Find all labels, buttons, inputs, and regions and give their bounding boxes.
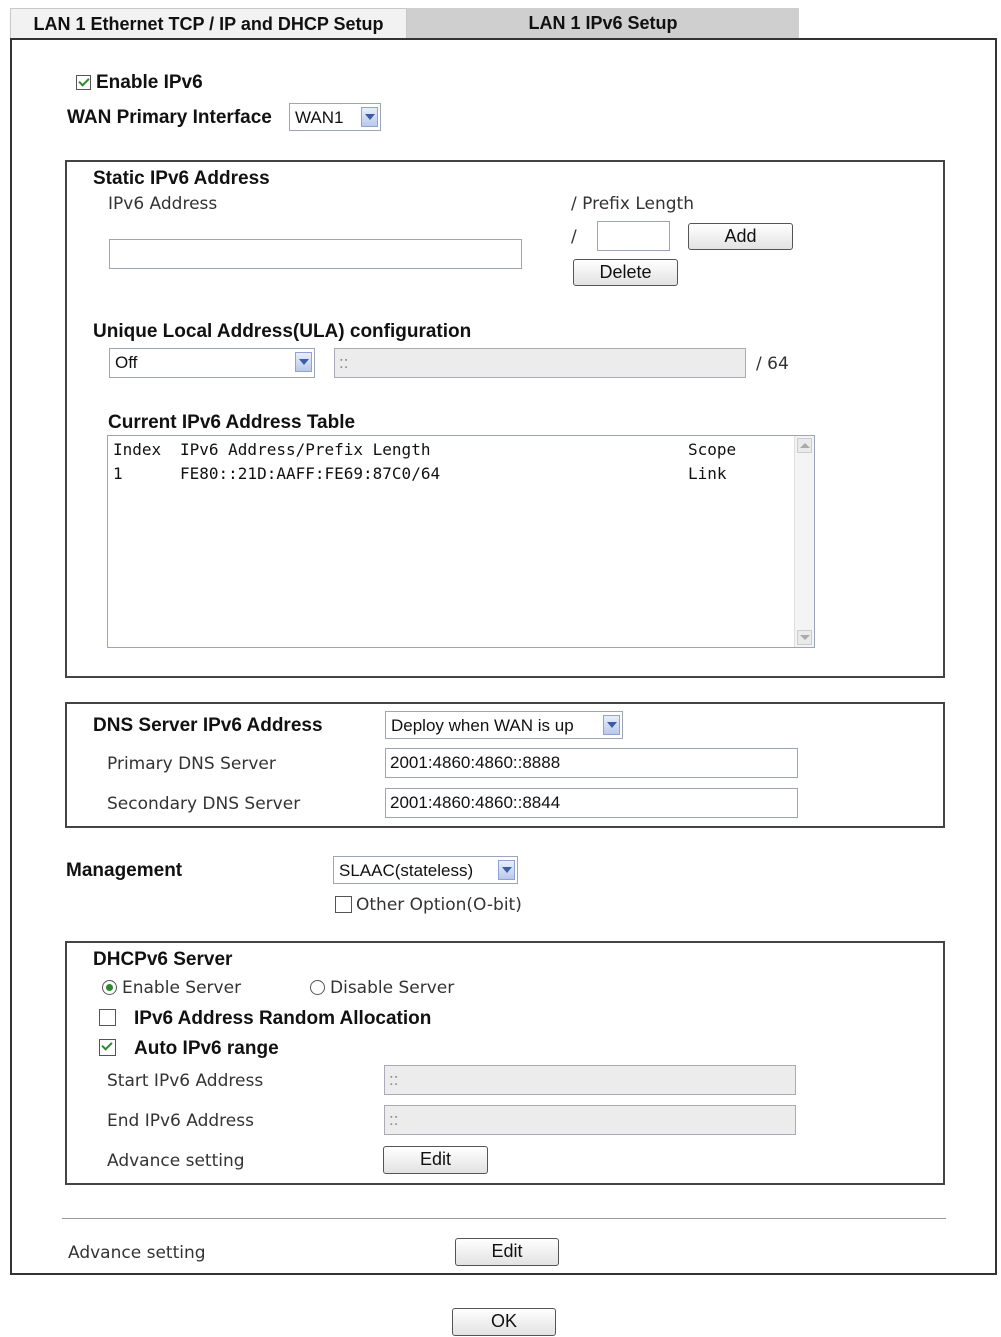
ok-button[interactable]: OK <box>452 1308 556 1336</box>
dhcpv6-advance-label: Advance setting <box>107 1151 245 1171</box>
chevron-down-icon <box>603 715 620 735</box>
chevron-down-icon <box>295 352 312 372</box>
ula-mode-select[interactable] <box>109 348 315 378</box>
delete-button[interactable]: Delete <box>573 259 678 286</box>
enable-server-label: Enable Server <box>122 978 242 998</box>
ipv6-address-input[interactable] <box>109 239 522 269</box>
tab-ipv6-setup[interactable]: LAN 1 IPv6 Setup <box>407 8 799 38</box>
dns-mode-select[interactable] <box>385 711 623 739</box>
wan-primary-interface-label: WAN Primary Interface <box>67 107 272 128</box>
disable-server-label: Disable Server <box>330 978 455 998</box>
advance-edit-button[interactable]: Edit <box>455 1238 559 1266</box>
start-ipv6-input[interactable]: :: <box>384 1065 796 1095</box>
end-ipv6-input[interactable]: :: <box>384 1105 796 1135</box>
secondary-dns-label: Secondary DNS Server <box>107 794 301 814</box>
end-ipv6-label: End IPv6 Address <box>107 1111 254 1131</box>
header-scope: Scope <box>688 440 737 459</box>
add-button[interactable]: Add <box>688 223 793 250</box>
prefix-length-input[interactable] <box>597 221 670 251</box>
other-option-label: Other Option(O-bit) <box>356 895 522 915</box>
random-allocation-checkbox[interactable] <box>99 1009 116 1026</box>
row-address: FE80::21D:AAFF:FE69:87C0/64 <box>180 464 441 483</box>
other-option-checkbox[interactable] <box>335 896 352 913</box>
ula-prefix-suffix: / 64 <box>756 354 789 374</box>
prefix-length-label: / Prefix Length <box>571 194 694 214</box>
primary-dns-input[interactable]: 2001:4860:4860::8888 <box>385 748 798 778</box>
dns-title: DNS Server IPv6 Address <box>93 715 323 736</box>
ula-address-input[interactable]: :: <box>334 348 746 378</box>
divider <box>62 1218 946 1219</box>
header-index: Index <box>113 440 162 459</box>
ipv6-address-label: IPv6 Address <box>108 194 218 214</box>
ula-mode-value: Off <box>115 353 138 372</box>
management-value: SLAAC(stateless) <box>339 861 474 880</box>
header-address: IPv6 Address/Prefix Length <box>180 440 431 459</box>
management-label: Management <box>66 860 183 881</box>
prefix-slash: / <box>571 227 577 247</box>
scroll-down-icon[interactable] <box>797 630 812 645</box>
tab-ethernet-tcp-ip-dhcp[interactable]: LAN 1 Ethernet TCP / IP and DHCP Setup <box>10 8 407 39</box>
current-ipv6-address-list[interactable] <box>107 435 815 648</box>
ula-title: Unique Local Address(ULA) configuration <box>93 321 472 342</box>
random-allocation-label: IPv6 Address Random Allocation <box>134 1008 432 1029</box>
dhcpv6-edit-button[interactable]: Edit <box>383 1146 488 1174</box>
start-ipv6-label: Start IPv6 Address <box>107 1071 264 1091</box>
row-index: 1 <box>113 464 123 483</box>
auto-ipv6-range-checkbox[interactable] <box>99 1039 116 1056</box>
current-table-title: Current IPv6 Address Table <box>108 412 356 433</box>
scroll-up-icon[interactable] <box>797 438 812 453</box>
dns-mode-value: Deploy when WAN is up <box>391 716 574 735</box>
disable-server-radio[interactable] <box>310 980 325 995</box>
chevron-down-icon <box>498 860 515 880</box>
dhcpv6-title: DHCPv6 Server <box>93 949 233 970</box>
table-scrollbar[interactable] <box>794 436 814 647</box>
wan-primary-interface-select[interactable] <box>289 103 381 131</box>
enable-ipv6-label: Enable IPv6 <box>96 72 203 93</box>
management-select[interactable] <box>333 856 518 884</box>
auto-ipv6-range-label: Auto IPv6 range <box>134 1038 279 1059</box>
chevron-down-icon <box>361 107 378 127</box>
row-scope: Link <box>688 464 727 483</box>
enable-server-radio[interactable] <box>102 980 117 995</box>
secondary-dns-input[interactable]: 2001:4860:4860::8844 <box>385 788 798 818</box>
static-ipv6-title: Static IPv6 Address <box>93 168 270 189</box>
primary-dns-label: Primary DNS Server <box>107 754 276 774</box>
wan-primary-interface-value: WAN1 <box>295 108 344 127</box>
enable-ipv6-checkbox[interactable] <box>76 75 91 90</box>
advance-setting-label: Advance setting <box>68 1243 206 1263</box>
